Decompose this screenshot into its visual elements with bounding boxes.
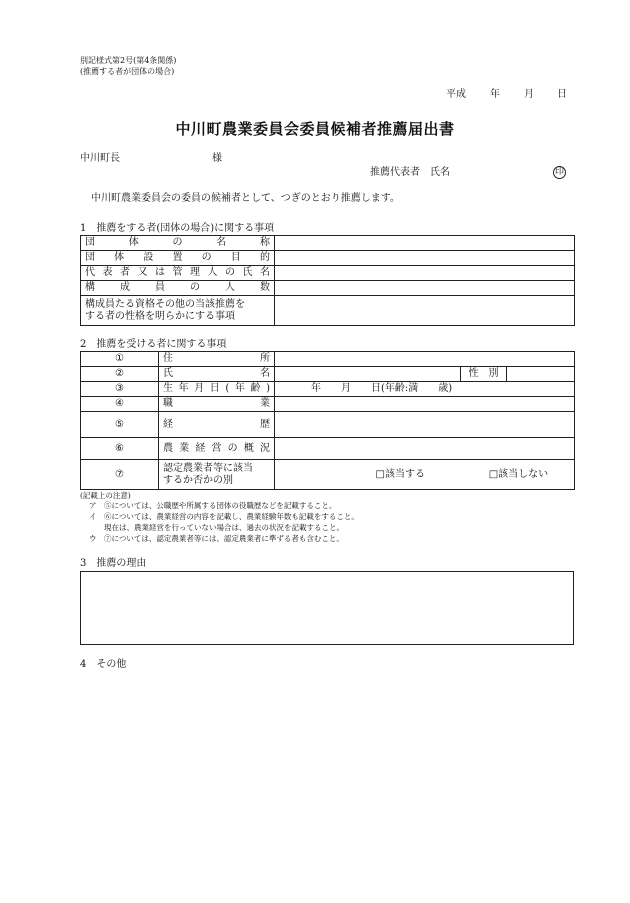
table-row — [81, 236, 575, 251]
date-era: 平成 — [446, 89, 466, 100]
row-label: 団体設置の目的 — [81, 251, 275, 266]
row-number: ③ — [81, 382, 159, 397]
section3-heading: 3 推薦の理由 — [80, 558, 147, 569]
gender-label: 性 別 — [461, 367, 507, 382]
seal-mark: 印 — [554, 167, 564, 177]
representative-name-field[interactable] — [275, 266, 575, 281]
addressee-name: 中川町長 — [80, 153, 120, 164]
note-item: ア ⑤については、公職歴や所属する団体の役職歴などを記載すること。 — [89, 501, 337, 510]
gender-field[interactable] — [507, 367, 575, 382]
table-row — [81, 412, 575, 438]
row-number: ② — [81, 367, 159, 382]
row-label: 職業 — [159, 397, 275, 412]
row-label — [159, 460, 275, 490]
page-title: 中川町農業委員会委員候補者推薦届出書 — [175, 120, 455, 138]
note-item: イ ⑥については、農業経営の内容を記載し、農業経験年数も記載をすること。 — [89, 512, 359, 521]
group-purpose-field[interactable] — [275, 251, 575, 266]
row-label: 団 体 の 名 称 — [81, 236, 275, 251]
section2-heading: 2 推薦を受ける者に関する事項 — [80, 339, 227, 350]
row-label: 構成員の人数 — [81, 281, 275, 296]
table-row — [81, 251, 575, 266]
form-subtitle: (推薦する者が団体の場合) — [80, 67, 175, 76]
occupation-field[interactable] — [275, 397, 575, 412]
row-label: 住所 — [159, 352, 275, 367]
label-line: する者の性格を明らかにする事項 — [85, 310, 235, 322]
representative-label: 推薦代表者 氏名 — [370, 167, 450, 178]
table-row — [81, 460, 575, 490]
row-label — [81, 296, 275, 326]
addressee-honorific: 様 — [212, 153, 222, 164]
table-row — [81, 352, 575, 367]
intro-text: 中川町農業委員会の委員の候補者として、つぎのとおり推薦します。 — [91, 193, 400, 204]
row-label: 経歴 — [159, 412, 275, 438]
section1-table — [80, 235, 575, 326]
row-number: ⑦ — [81, 460, 159, 490]
row-label: 氏名 — [159, 367, 275, 382]
date-day: 日 — [557, 89, 567, 100]
member-count-field[interactable] — [275, 281, 575, 296]
section4-heading: 4 その他 — [80, 659, 127, 670]
table-row — [81, 397, 575, 412]
row-number: ④ — [81, 397, 159, 412]
section2-table — [80, 351, 575, 490]
name-field[interactable] — [275, 367, 461, 382]
note-item: ウ ⑦については、認定農業者等には、認定農業者に準ずる者も含むこと。 — [89, 534, 344, 543]
row-label: 代表者又は管理人の氏名 — [81, 266, 275, 281]
form-number: 別記様式第2号(第4条関係) — [80, 56, 177, 65]
table-row — [81, 438, 575, 460]
label-line: 構成員たる資格その他の当該推薦を — [85, 298, 245, 310]
date-month: 月 — [524, 89, 534, 100]
member-qualification-field[interactable] — [275, 296, 575, 326]
row-label: 生年月日(年齢) — [159, 382, 275, 397]
section1-heading: 1 推薦をする者(団体の場合)に関する事項 — [80, 223, 275, 234]
notes-heading: (記載上の注意) — [80, 491, 131, 500]
table-row — [81, 367, 575, 382]
label-line: 認定農業者等に該当 — [163, 462, 253, 474]
table-row — [81, 296, 575, 326]
birthdate-field[interactable]: 年 月 日(年齢:満 歳) — [275, 382, 575, 397]
option-not-applicable[interactable]: □該当しない — [488, 468, 549, 480]
date-year: 年 — [490, 89, 500, 100]
row-number: ⑤ — [81, 412, 159, 438]
reason-box[interactable] — [80, 571, 574, 645]
farm-overview-field[interactable] — [275, 438, 575, 460]
row-number: ① — [81, 352, 159, 367]
certified-farmer-cell — [275, 460, 575, 490]
label-line: するか否かの別 — [163, 474, 233, 486]
table-row — [81, 382, 575, 397]
group-name-field[interactable] — [275, 236, 575, 251]
option-applicable[interactable]: □該当する — [375, 468, 425, 480]
row-number: ⑥ — [81, 438, 159, 460]
row-label: 農業経営の概況 — [159, 438, 275, 460]
note-item: 現在は、農業経営を行っていない場合は、過去の状況を記載すること。 — [89, 523, 344, 532]
table-row — [81, 281, 575, 296]
career-field[interactable] — [275, 412, 575, 438]
address-field[interactable] — [275, 352, 575, 367]
table-row — [81, 266, 575, 281]
